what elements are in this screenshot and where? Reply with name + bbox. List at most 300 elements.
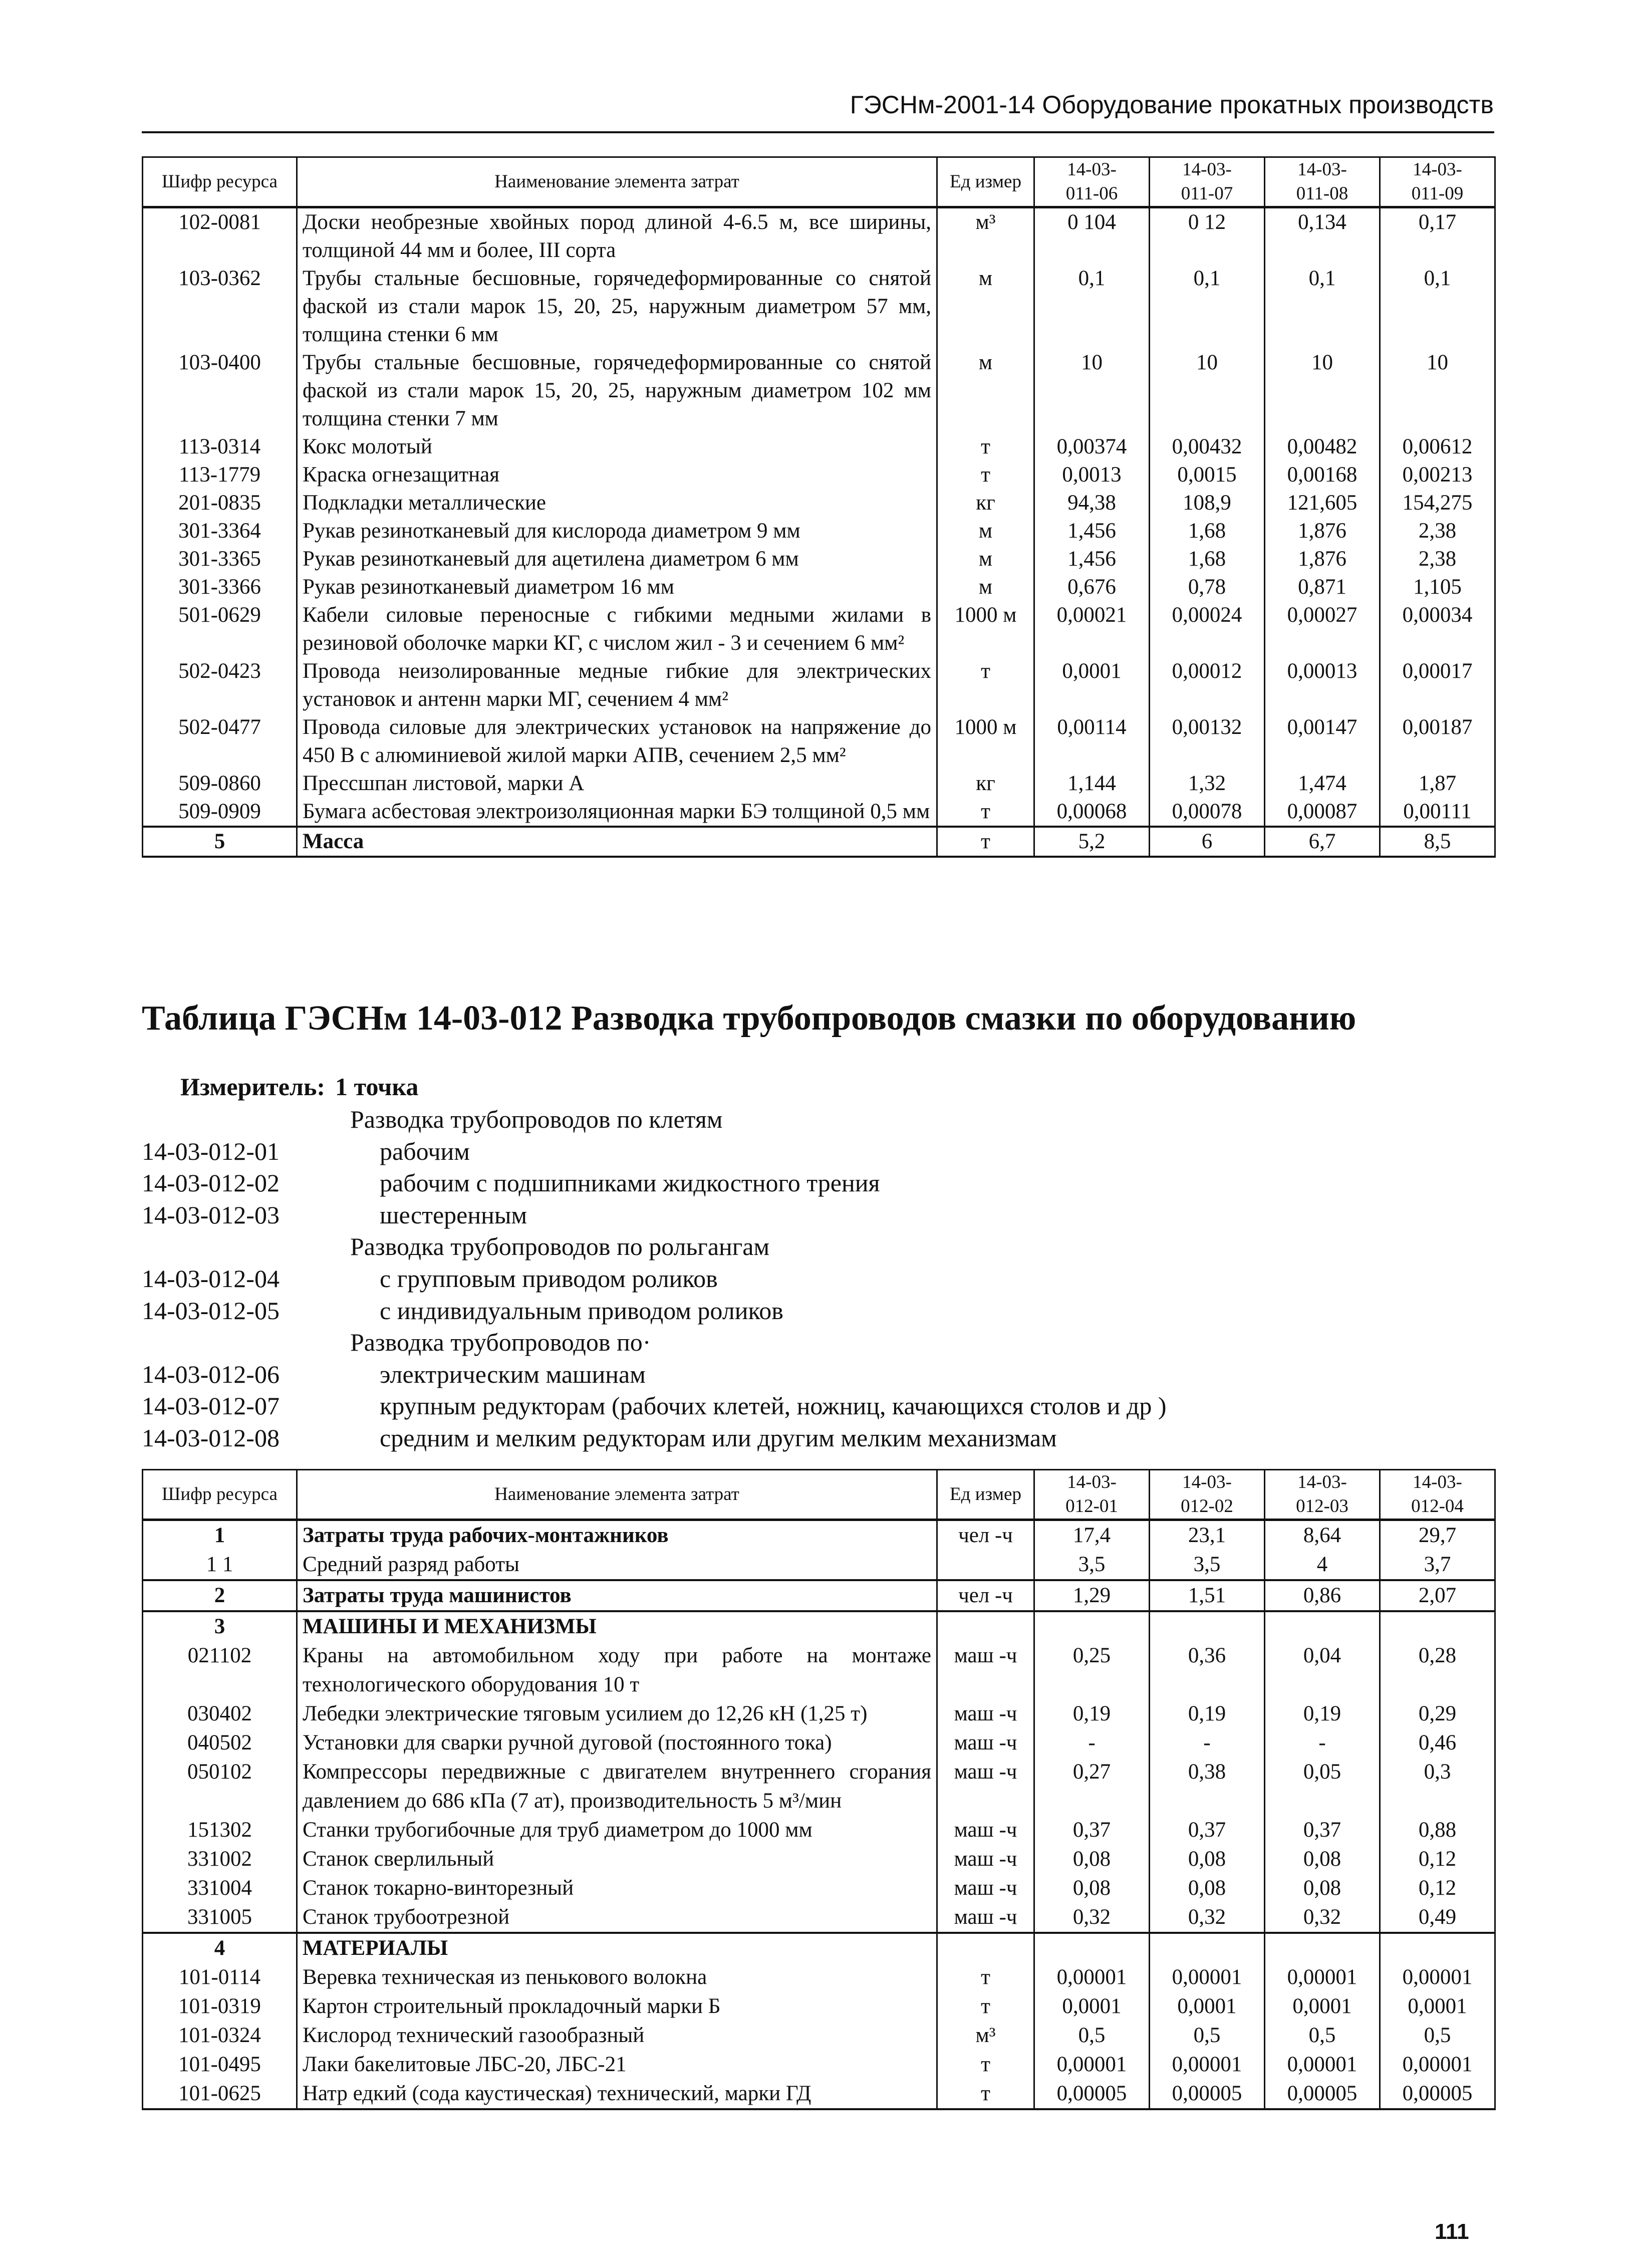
resource-value: 108,9 [1150,489,1265,517]
col-header-variant: 14-03- 011-09 [1380,157,1495,207]
resource-value: 29,7 [1380,1520,1495,1551]
table-row [143,1611,1495,1641]
resource-value [1034,1933,1150,1963]
resource-value: 0,00005 [1265,2079,1380,2109]
resource-unit: маш -ч [937,1699,1034,1728]
resource-value: 1,876 [1265,545,1380,573]
resource-code: 331005 [143,1903,297,1933]
resource-name: Лебедки электрические тяговым усилием до 12,26 кН (1,25 т) [297,1699,937,1728]
variant-code: 14-03-012-06 [142,1360,280,1388]
resource-value: 4 [1265,1550,1380,1580]
variant-label: с групповым приводом роликов [380,1264,718,1293]
resource-value: 17,4 [1034,1520,1150,1551]
variant-item-row [142,1422,1494,1454]
resource-value: 0,0015 [1150,461,1265,489]
resource-value: 0 104 [1034,207,1150,265]
resource-unit: 1000 м [937,601,1034,657]
resource-value: 1,105 [1380,573,1495,601]
resource-name: Станок токарно-винторезный [297,1874,937,1903]
table-row [143,1520,1495,1551]
variant-item-row [142,1199,1494,1231]
table-row [143,657,1495,713]
variant-label: крупным редукторам (рабочих клетей, ножниц, качающихся столов и др ) [380,1392,1167,1420]
resource-value: 3,5 [1150,1550,1265,1580]
resource-code: 101-0324 [143,2021,297,2050]
variant-item-row [142,1136,1494,1168]
resource-value: 0,3 [1380,1757,1495,1816]
table-row [143,517,1495,545]
resource-value: 0,00111 [1380,798,1495,827]
resource-value: 1,87 [1380,770,1495,798]
resource-name: Бумага асбестовая электроизоляционная марки БЭ толщиной 0,5 мм [297,798,937,827]
meter-value: 1 точка [335,1073,419,1101]
table-row [143,545,1495,573]
resource-code: 101-0114 [143,1963,297,1992]
meter-line [180,1072,418,1101]
resource-value: 0,5 [1150,2021,1265,2050]
table-row [143,207,1495,265]
resource-code: 101-0625 [143,2079,297,2109]
resource-value: 0,00001 [1150,2050,1265,2079]
resource-value: 0 12 [1150,207,1265,265]
resource-value: 10 [1380,349,1495,433]
resource-name: Средний разряд работы [297,1550,937,1580]
resource-unit: т [937,461,1034,489]
resource-value: 154,275 [1380,489,1495,517]
resource-value: 0,08 [1265,1874,1380,1903]
table-row [143,1874,1495,1903]
resource-value: 1,456 [1034,545,1150,573]
table-row [143,1550,1495,1580]
variant-code: 14-03-012-05 [142,1296,280,1325]
resource-name: Рукав резинотканевый для кислорода диаметром 9 мм [297,517,937,545]
resource-unit: м³ [937,2021,1034,2050]
resource-value: 0,38 [1150,1757,1265,1816]
resource-code: 301-3366 [143,573,297,601]
variant-group-row [142,1231,1494,1263]
resource-code: 030402 [143,1699,297,1728]
col-header-name: Наименование элемента затрат [297,157,937,207]
resource-value: 0,00087 [1265,798,1380,827]
table-row [143,770,1495,798]
table-row [143,1992,1495,2021]
table-row [143,827,1495,857]
variant-code: 14-03-012-07 [142,1392,280,1420]
resource-value: 0,00187 [1380,713,1495,770]
resource-value: 0,0001 [1034,1992,1150,2021]
resource-value: 0,0001 [1150,1992,1265,2021]
resource-value: 1,68 [1150,517,1265,545]
resource-name: Лаки бакелитовые ЛБС-20, ЛБС-21 [297,2050,937,2079]
resource-name: Станок трубоотрезной [297,1903,937,1933]
resource-name: Установки для сварки ручной дуговой (постоянного тока) [297,1728,937,1757]
col-header-variant: 14-03- 012-02 [1150,1470,1265,1520]
resource-code: 102-0081 [143,207,297,265]
resource-name: Затраты труда рабочих-монтажников [297,1520,937,1551]
resource-unit: т [937,433,1034,461]
resource-value: 94,38 [1034,489,1150,517]
resource-value: 0,00017 [1380,657,1495,713]
resource-value: 0,00147 [1265,713,1380,770]
resource-value: 0,19 [1265,1699,1380,1728]
resource-value: 0,08 [1150,1845,1265,1874]
resource-code: 301-3364 [143,517,297,545]
variant-group-label: Разводка трубопроводов по· [350,1328,651,1357]
resource-value: 0,00001 [1150,1963,1265,1992]
resource-value: 0,00001 [1265,2050,1380,2079]
resource-name: Станок сверлильный [297,1845,937,1874]
resource-value: 0,00078 [1150,798,1265,827]
resource-code: 331002 [143,1845,297,1874]
variant-label: рабочим с подшипниками жидкостного трения [380,1169,880,1197]
variant-label: с индивидуальным приводом роликов [380,1296,783,1325]
resource-value: 0,00001 [1380,1963,1495,1992]
resource-code: 021102 [143,1641,297,1699]
resource-value: 0,0013 [1034,461,1150,489]
running-header: ГЭСНм-2001-14 Оборудование прокатных производств [850,91,1494,119]
resource-code: 501-0629 [143,601,297,657]
resource-value: 0,0001 [1380,1992,1495,2021]
resource-value: 1,51 [1150,1580,1265,1611]
resource-value: 0,0001 [1034,657,1150,713]
resource-value: 0,12 [1380,1845,1495,1874]
resource-code: 103-0362 [143,265,297,349]
variant-group-label: Разводка трубопроводов по клетям [350,1105,723,1133]
variant-label: электрическим машинам [380,1360,646,1388]
resource-value: 0,86 [1265,1580,1380,1611]
resource-unit: кг [937,489,1034,517]
resource-value: 1,144 [1034,770,1150,798]
table-row [143,1963,1495,1992]
resource-value: 0,04 [1265,1641,1380,1699]
resource-value: 0,00612 [1380,433,1495,461]
resource-name: Подкладки металлические [297,489,937,517]
resource-code: 040502 [143,1728,297,1757]
variant-item-row [142,1390,1494,1422]
table-row [143,573,1495,601]
table-row [143,2079,1495,2109]
col-header-variant: 14-03- 011-06 [1034,157,1150,207]
resource-unit: маш -ч [937,1728,1034,1757]
resource-value: 0,37 [1265,1816,1380,1845]
resource-value: 1,456 [1034,517,1150,545]
resource-value: 0,88 [1380,1816,1495,1845]
resource-unit: т [937,827,1034,857]
col-header-unit: Ед измер [937,1470,1034,1520]
resource-name: Краска огнезащитная [297,461,937,489]
resource-code: 301-3365 [143,545,297,573]
resource-code: 509-0860 [143,770,297,798]
table-row [143,265,1495,349]
meter-label: Измеритель: [180,1073,326,1101]
variant-item-row [142,1263,1494,1295]
resource-unit: чел -ч [937,1580,1034,1611]
variant-label: рабочим [380,1137,470,1165]
resource-name: МАТЕРИАЛЫ [297,1933,937,1963]
resource-code: 502-0477 [143,713,297,770]
resource-value: 0,871 [1265,573,1380,601]
resource-value: 0,0001 [1265,1992,1380,2021]
resource-value: 2,07 [1380,1580,1495,1611]
resource-unit: маш -ч [937,1874,1034,1903]
resource-value [1034,1611,1150,1641]
variant-code: 14-03-012-02 [142,1169,280,1197]
variant-group-row [142,1104,1494,1136]
resource-name: Станки трубогибочные для труб диаметром до 1000 мм [297,1816,937,1845]
resource-value: 0,134 [1265,207,1380,265]
table-row [143,1933,1495,1963]
resource-value [1150,1611,1265,1641]
resource-value: 0,46 [1380,1728,1495,1757]
resource-name: Кабели силовые переносные с гибкими медными жилами в резиновой оболочке марки КГ, с числом жил - 3 и сечением 6 мм² [297,601,937,657]
variant-code: 14-03-012-08 [142,1423,280,1452]
resource-value: 3,5 [1034,1550,1150,1580]
resource-value: 0,27 [1034,1757,1150,1816]
resource-name: Прессшпан листовой, марки А [297,770,937,798]
table-row [143,2021,1495,2050]
resource-value: 0,25 [1034,1641,1150,1699]
resource-value: 0,00034 [1380,601,1495,657]
resource-value: 10 [1034,349,1150,433]
resource-value: 0,00005 [1380,2079,1495,2109]
resource-value: 0,00432 [1150,433,1265,461]
resource-name: Краны на автомобильном ходу при работе на монтаже технологического оборудования 10 т [297,1641,937,1699]
resource-value: 6,7 [1265,827,1380,857]
resource-value: - [1034,1728,1150,1757]
table-row [143,1757,1495,1816]
col-header-name: Наименование элемента затрат [297,1470,937,1520]
resource-value: 0,00005 [1034,2079,1150,2109]
resource-unit: м³ [937,207,1034,265]
table-row [143,1816,1495,1845]
resource-value: 0,00024 [1150,601,1265,657]
resource-value: 0,36 [1150,1641,1265,1699]
resource-value: 0,28 [1380,1641,1495,1699]
col-header-variant: 14-03- 011-07 [1150,157,1265,207]
resource-value: 23,1 [1150,1520,1265,1551]
variant-group-row [142,1327,1494,1359]
resource-value: 1,68 [1150,545,1265,573]
resource-value: 0,1 [1380,265,1495,349]
resource-name: Провода неизолированные медные гибкие для электрических установок и антенн марки МГ, сечением 4 мм² [297,657,937,713]
resource-value: 0,19 [1150,1699,1265,1728]
resource-name: Картон строительный прокладочный марки Б [297,1992,937,2021]
resource-unit: кг [937,770,1034,798]
variant-code: 14-03-012-03 [142,1200,280,1229]
resource-code: 331004 [143,1874,297,1903]
resource-code: 101-0495 [143,2050,297,2079]
resource-value: 0,00001 [1034,2050,1150,2079]
resource-code: 151302 [143,1816,297,1845]
resource-table-012 [142,1469,1496,2110]
resource-value: 0,00168 [1265,461,1380,489]
resource-unit: м [937,349,1034,433]
resource-table-011 [142,156,1496,858]
variant-item-row [142,1295,1494,1327]
table-row [143,489,1495,517]
resource-value: 0,78 [1150,573,1265,601]
resource-unit: м [937,573,1034,601]
resource-value: 0,37 [1150,1816,1265,1845]
resource-name: Компрессоры передвижные с двигателем внутреннего сгорания давлением до 686 кПа (7 ат), производительность 5 м³/мин [297,1757,937,1816]
resource-unit: т [937,2079,1034,2109]
resource-code: 201-0835 [143,489,297,517]
resource-value: 0,1 [1265,265,1380,349]
resource-name: Трубы стальные бесшовные, горячедеформированные со снятой фаской из стали марок 15, 20, 25, наружным диаметром 102 мм толщина стенки 7 мм [297,349,937,433]
resource-value: 121,605 [1265,489,1380,517]
resource-unit: 1000 м [937,713,1034,770]
resource-code: 5 [143,827,297,857]
resource-value: 0,49 [1380,1903,1495,1933]
resource-value: 0,08 [1034,1845,1150,1874]
col-header-variant: 14-03- 012-03 [1265,1470,1380,1520]
resource-value: 0,00021 [1034,601,1150,657]
resource-unit: маш -ч [937,1641,1034,1699]
resource-name: Доски необрезные хвойных пород длиной 4-6.5 м, все ширины, толщиной 44 мм и более, III сорта [297,207,937,265]
resource-unit: чел -ч [937,1520,1034,1551]
resource-value: 5,2 [1034,827,1150,857]
resource-unit: м [937,265,1034,349]
resource-value: 0,08 [1034,1874,1150,1903]
table-row [143,2050,1495,2079]
resource-value: 0,00013 [1265,657,1380,713]
resource-unit: т [937,657,1034,713]
variant-label: средним и мелким редукторам или другим мелким механизмам [380,1423,1057,1452]
variant-group-label: Разводка трубопроводов по рольгангам [350,1232,770,1261]
resource-value: 0,00005 [1150,2079,1265,2109]
resource-code: 502-0423 [143,657,297,713]
resource-name: Веревка техническая из пенькового волокна [297,1963,937,1992]
resource-value: 0,00374 [1034,433,1150,461]
table-row [143,1845,1495,1874]
resource-name: Натр едкий (сода каустическая) технический, марки ГД [297,2079,937,2109]
resource-name: Рукав резинотканевый для ацетилена диаметром 6 мм [297,545,937,573]
resource-value: 10 [1150,349,1265,433]
resource-code: 2 [143,1580,297,1611]
resource-unit [937,1611,1034,1641]
table-row [143,1728,1495,1757]
col-header-variant: 14-03- 011-08 [1265,157,1380,207]
resource-value: 10 [1265,349,1380,433]
resource-value: 0,00001 [1380,2050,1495,2079]
resource-unit: маш -ч [937,1816,1034,1845]
resource-code: 050102 [143,1757,297,1816]
resource-unit: м [937,545,1034,573]
resource-value [1265,1933,1380,1963]
resource-value: 0,12 [1380,1874,1495,1903]
resource-value [1150,1933,1265,1963]
resource-value: 0,00027 [1265,601,1380,657]
resource-code: 101-0319 [143,1992,297,2021]
resource-name: Трубы стальные бесшовные, горячедеформированные со снятой фаской из стали марок 15, 20, 25, наружным диаметром 57 мм, толщина стенки 6 мм [297,265,937,349]
resource-unit: т [937,2050,1034,2079]
variant-list [142,1104,1494,1454]
variant-item-row [142,1167,1494,1199]
resource-value: 0,1 [1034,265,1150,349]
resource-unit [937,1550,1034,1580]
table-row [143,1699,1495,1728]
resource-unit: м [937,517,1034,545]
resource-value [1380,1611,1495,1641]
resource-value: 2,38 [1380,517,1495,545]
table-row [143,601,1495,657]
resource-value: 0,00213 [1380,461,1495,489]
resource-value: 0,19 [1034,1699,1150,1728]
resource-value: 2,38 [1380,545,1495,573]
resource-value: 0,00068 [1034,798,1150,827]
resource-value: 0,676 [1034,573,1150,601]
resource-value: 0,32 [1034,1903,1150,1933]
resource-value: 0,00001 [1034,1963,1150,1992]
table-row [143,798,1495,827]
resource-code: 509-0909 [143,798,297,827]
resource-value: 0,00001 [1265,1963,1380,1992]
variant-label: шестеренным [380,1200,527,1229]
table-row [143,713,1495,770]
table-row [143,1641,1495,1699]
resource-value: 0,5 [1380,2021,1495,2050]
resource-value: - [1265,1728,1380,1757]
resource-value: 0,00132 [1150,713,1265,770]
resource-value: 6 [1150,827,1265,857]
resource-value: 0,1 [1150,265,1265,349]
resource-name: Кислород технический газообразный [297,2021,937,2050]
resource-unit: маш -ч [937,1903,1034,1933]
variant-code: 14-03-012-01 [142,1137,280,1165]
resource-code: 4 [143,1933,297,1963]
resource-value: 0,29 [1380,1699,1495,1728]
resource-value: 0,00114 [1034,713,1150,770]
resource-code: 1 [143,1520,297,1551]
resource-unit: т [937,798,1034,827]
variant-item-row [142,1359,1494,1391]
table-title: Таблица ГЭСНм 14-03-012 Разводка трубопроводов смазки по оборудованию [142,999,1356,1038]
resource-value: - [1150,1728,1265,1757]
table-row [143,461,1495,489]
page-number: 111 [1435,2219,1469,2244]
resource-name: МАШИНЫ И МЕХАНИЗМЫ [297,1611,937,1641]
variant-code: 14-03-012-04 [142,1264,280,1293]
resource-unit: маш -ч [937,1845,1034,1874]
resource-value [1265,1611,1380,1641]
resource-name: Рукав резинотканевый диаметром 16 мм [297,573,937,601]
resource-unit: маш -ч [937,1757,1034,1816]
col-header-code: Шифр ресурса [143,157,297,207]
resource-code: 3 [143,1611,297,1641]
resource-code: 103-0400 [143,349,297,433]
resource-name: Провода силовые для электрических установок на напряжение до 450 В с алюминиевой жилой марки АПВ, сечением 2,5 мм² [297,713,937,770]
resource-unit [937,1933,1034,1963]
table-row [143,1580,1495,1611]
col-header-variant: 14-03- 012-01 [1034,1470,1150,1520]
resource-name: Масса [297,827,937,857]
col-header-unit: Ед измер [937,157,1034,207]
resource-value: 1,876 [1265,517,1380,545]
col-header-variant: 14-03- 012-04 [1380,1470,1495,1520]
resource-code: 113-1779 [143,461,297,489]
resource-value: 0,00482 [1265,433,1380,461]
resource-value: 1,32 [1150,770,1265,798]
resource-unit: т [937,1963,1034,1992]
table-row [143,433,1495,461]
resource-value: 0,05 [1265,1757,1380,1816]
table-row [143,349,1495,433]
resource-value: 0,5 [1034,2021,1150,2050]
resource-value: 0,17 [1380,207,1495,265]
col-header-code: Шифр ресурса [143,1470,297,1520]
resource-value: 0,5 [1265,2021,1380,2050]
resource-code: 113-0314 [143,433,297,461]
